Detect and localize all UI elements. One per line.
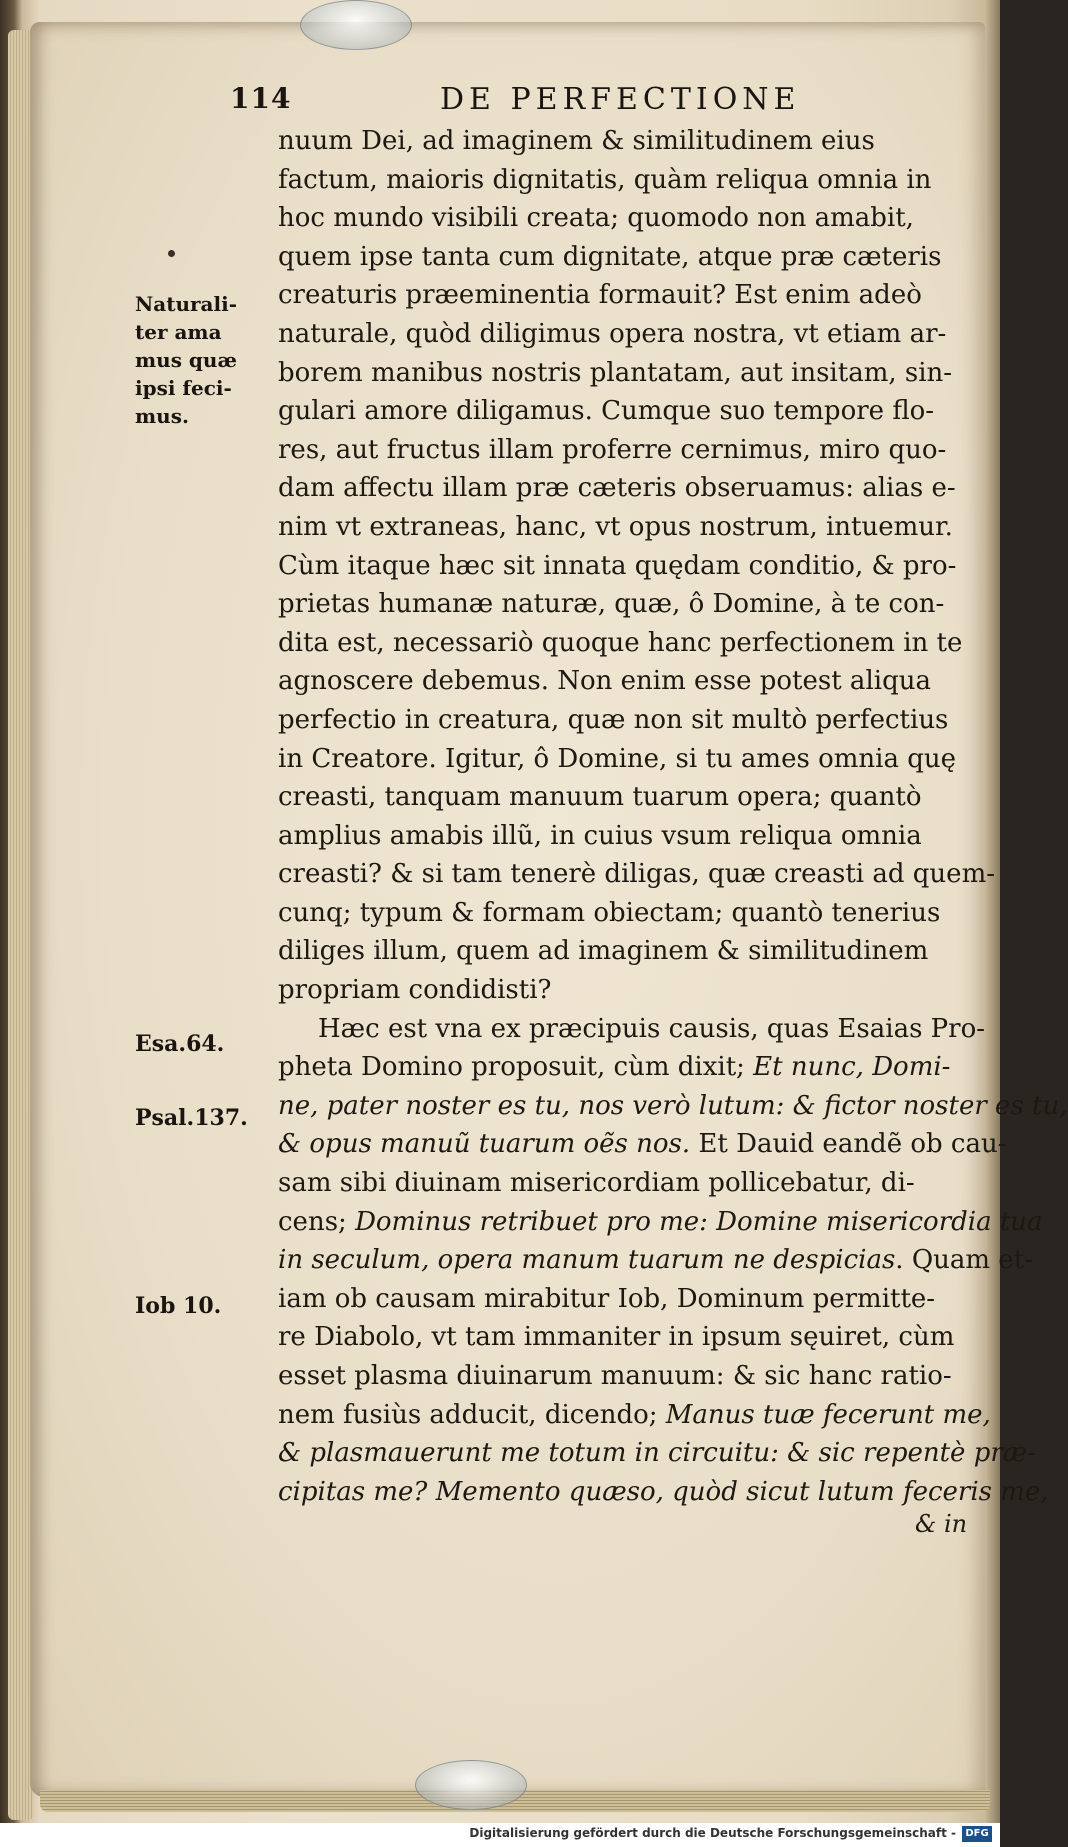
text-run: . Quam et- [895, 1245, 1033, 1276]
text-line [278, 1203, 1043, 1242]
margin-note-line: mus. [135, 404, 189, 428]
text-line: hoc mundo visibili creata; quomodo non amabit, [278, 203, 914, 234]
text-line: borem manibus nostris plantatam, aut insitam, sin- [278, 357, 953, 388]
text-line [278, 1357, 978, 1396]
text-line: in Creatore. Igitur, ô Domine, si tu ames omnia quę [278, 743, 956, 774]
text-line: gulari amore diligamus. Cumque suo tempore flo- [278, 396, 935, 427]
margin-note-line: ipsi feci- [135, 376, 232, 400]
text-run: Et Dauid eandẽ ob cau- [690, 1129, 1007, 1160]
italic-quote: Et nunc, Domi- [753, 1052, 951, 1083]
running-title: DE PERFECTIONE [440, 82, 801, 117]
text-line [278, 1164, 978, 1203]
text-line: cunq; typum & formam obiectam; quantò tenerius [278, 897, 941, 928]
text-line: nim vt extraneas, hanc, vt opus nostrum, intuemur. [278, 511, 953, 542]
text-line: quem ipse tanta cum dignitate, atque præ cæteris [278, 241, 942, 272]
text-line: creasti, tanquam manuum tuarum opera; quantò [278, 782, 922, 813]
catchword: & in [915, 1510, 968, 1538]
italic-quote: Dominus retribuet pro me: Domine misericordia tua [355, 1206, 1043, 1237]
text-line [278, 1048, 978, 1087]
margin-note-line: mus quæ [135, 348, 237, 372]
margin-note-naturaliter [135, 290, 237, 430]
text-line: prietas humanæ naturæ, quæ, ô Domine, à te con- [278, 589, 945, 620]
margin-note-iob: Iob 10. [135, 1293, 222, 1319]
text-line [278, 1087, 1068, 1126]
text-line: naturale, quòd diligimus opera nostra, vt etiam ar- [278, 318, 947, 349]
margin-note-esa: Esa.64. [135, 1031, 225, 1057]
text-run: iam ob causam mirabitur Iob, Dominum permitte- [278, 1283, 936, 1314]
italic-quote: cipitas me? Memento quæso, quòd sicut lutum feceris me, [278, 1476, 1049, 1507]
text-line [278, 1125, 1007, 1164]
ink-mark [168, 250, 175, 257]
text-line [278, 1396, 991, 1435]
text-line: diliges illum, quem ad imaginem & similitudinem [278, 936, 929, 967]
text-line: agnoscere debemus. Non enim esse potest aliqua [278, 666, 931, 697]
text-line: factum, maioris dignitatis, quàm reliqua omnia in [278, 164, 932, 195]
text-run: nem fusiùs adducit, dicendo; [278, 1399, 666, 1430]
paragraph-1 [278, 122, 996, 1010]
text-line: dita est, necessariò quoque hanc perfectionem in te [278, 627, 963, 658]
text-line: amplius amabis illũ, in cuius vsum reliqua omnia [278, 820, 922, 851]
text-line: creasti? & si tam tenerè diligas, quæ creasti ad quem- [278, 859, 996, 890]
page-number: 114 [230, 82, 292, 115]
text-run: re Diabolo, vt tam immaniter in ipsum sęuiret, cùm [278, 1322, 955, 1353]
italic-quote: in seculum, opera manum tuarum ne despicias [278, 1245, 896, 1276]
italic-quote: & opus manuũ tuarum oẽs nos. [278, 1129, 691, 1160]
book-clip-bottom [415, 1760, 527, 1810]
text-line: perfectio in creatura, quæ non sit multò perfectius [278, 704, 949, 735]
text-line: nuum Dei, ad imaginem & similitudinem eius [278, 126, 875, 156]
margin-note-line: ter ama [135, 320, 222, 344]
italic-quote: ne, pater noster es tu, nos verò lutum: & fictor noster es tu, [278, 1090, 1068, 1121]
text-line [278, 1473, 1049, 1512]
text-line [278, 1318, 978, 1357]
text-line [278, 1010, 986, 1049]
text-run: Hæc est vna ex præcipuis causis, quas Esaias Pro- [318, 1013, 986, 1044]
body-text [278, 122, 1068, 1511]
italic-quote: Manus tuæ fecerunt me, [665, 1399, 991, 1430]
text-run: esset plasma diuinarum manuum: & sic hanc ratio- [278, 1361, 952, 1391]
book-clip-top [300, 0, 412, 50]
text-line [278, 1434, 1036, 1473]
text-line [278, 1241, 1033, 1280]
text-run: sam sibi diuinam misericordiam pollicebatur, di- [278, 1168, 915, 1199]
text-line: res, aut fructus illam proferre cernimus, miro quo- [278, 434, 947, 465]
text-line: Cùm itaque hæc sit innata quędam conditio, & pro- [278, 550, 957, 581]
text-line: dam affectu illam præ cæteris obseruamus: alias e- [278, 473, 956, 504]
text-line [278, 1280, 978, 1319]
margin-note-line: Naturali- [135, 292, 238, 316]
text-line: creaturis præeminentia formauit? Est enim adeò [278, 280, 922, 311]
paragraph-2 [278, 1010, 1068, 1512]
text-line: propriam condidisti? [278, 975, 552, 1006]
text-run: pheta Domino proposuit, cùm dixit; [278, 1052, 754, 1083]
dfg-logo: DFG [962, 1826, 992, 1842]
footer-credit: Digitalisierung gefördert durch die Deutsche Forschungsgemeinschaft - [469, 1826, 956, 1840]
italic-quote: & plasmauerunt me totum in circuitu: & sic repentè præ- [278, 1438, 1036, 1469]
text-run: cens; [278, 1206, 356, 1237]
margin-note-psal: Psal.137. [135, 1105, 248, 1131]
